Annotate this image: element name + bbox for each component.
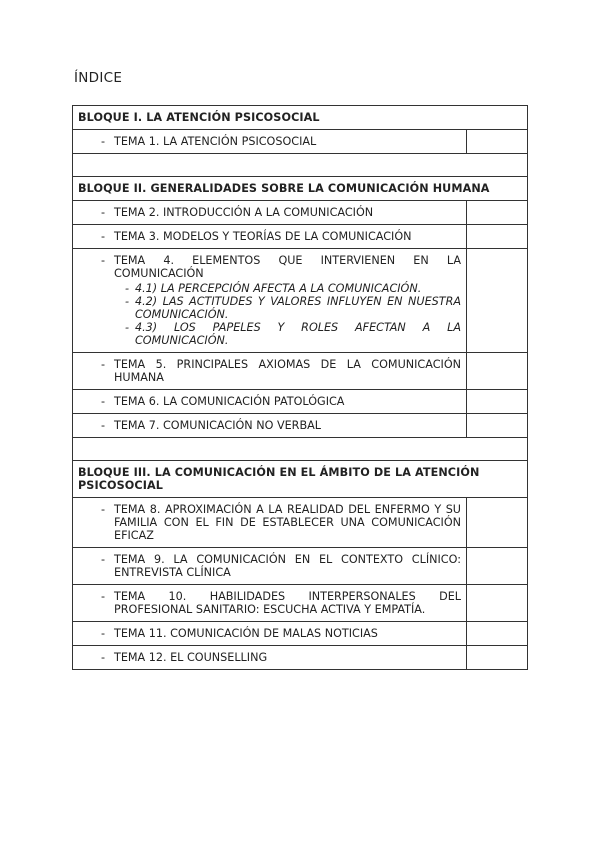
topic-cell xyxy=(73,225,467,249)
list-dash: - xyxy=(100,206,105,219)
spacer-row xyxy=(73,438,528,461)
subtopic-item xyxy=(73,282,461,295)
page-number-cell xyxy=(467,130,528,154)
list-dash: - xyxy=(100,627,105,640)
topic-title: TEMA 1. LA ATENCIÓN PSICOSOCIAL xyxy=(114,135,317,148)
subtopic-item xyxy=(73,321,461,347)
subtopic-title: 4.3) LOS PAPELES Y ROLES AFECTAN A LA COMUNICACIÓN. xyxy=(135,321,461,347)
topic-cell xyxy=(73,585,467,622)
spacer-row xyxy=(73,154,528,177)
page-title: ÍNDICE xyxy=(74,70,123,86)
topic-cell xyxy=(73,622,467,646)
list-dash: - xyxy=(100,503,105,516)
topic-title: TEMA 2. INTRODUCCIÓN A LA COMUNICACIÓN xyxy=(114,206,374,219)
spacer-cell xyxy=(73,438,528,461)
topic-title: TEMA 8. APROXIMACIÓN A LA REALIDAD DEL ENFERMO Y SU FAMILIA CON EL FIN DE ESTABLECER UNA COMUNICACIÓN EFICAZ xyxy=(114,503,461,542)
list-dash: - xyxy=(100,651,105,664)
list-dash: - xyxy=(100,358,105,371)
topic-cell xyxy=(73,498,467,548)
topic-row xyxy=(73,622,528,646)
list-dash: - xyxy=(100,230,105,243)
page-number-cell xyxy=(467,622,528,646)
topic-row xyxy=(73,353,528,390)
list-dash: - xyxy=(124,295,129,308)
topic-cell xyxy=(73,130,467,154)
topic-title: TEMA 12. EL COUNSELLING xyxy=(114,651,268,664)
list-dash: - xyxy=(124,282,129,295)
topic-row xyxy=(73,201,528,225)
index-table-body xyxy=(73,106,528,670)
page-number-cell xyxy=(467,201,528,225)
page-number-cell xyxy=(467,646,528,670)
topic-title: TEMA 4. ELEMENTOS QUE INTERVIENEN EN LA COMUNICACIÓN xyxy=(114,254,461,280)
list-dash: - xyxy=(100,254,105,267)
list-dash: - xyxy=(100,553,105,566)
list-dash: - xyxy=(100,590,105,603)
topic-row xyxy=(73,414,528,438)
block-heading: BLOQUE I. LA ATENCIÓN PSICOSOCIAL xyxy=(73,106,528,130)
spacer-cell xyxy=(73,154,528,177)
topic-title: TEMA 5. PRINCIPALES AXIOMAS DE LA COMUNICACIÓN HUMANA xyxy=(114,358,461,384)
list-dash: - xyxy=(100,135,105,148)
list-dash: - xyxy=(124,321,129,334)
topic-title: TEMA 7. COMUNICACIÓN NO VERBAL xyxy=(114,419,322,432)
block-heading: BLOQUE III. LA COMUNICACIÓN EN EL ÁMBITO DE LA ATENCIÓN PSICOSOCIAL xyxy=(73,461,528,498)
topic-row xyxy=(73,548,528,585)
topic-cell xyxy=(73,353,467,390)
topic-cell xyxy=(73,249,467,353)
block-row xyxy=(73,177,528,201)
topic-row xyxy=(73,585,528,622)
block-heading: BLOQUE II. GENERALIDADES SOBRE LA COMUNICACIÓN HUMANA xyxy=(73,177,528,201)
list-dash: - xyxy=(100,395,105,408)
list-dash: - xyxy=(100,419,105,432)
page-number-cell xyxy=(467,548,528,585)
subtopic-item xyxy=(73,295,461,321)
topic-cell xyxy=(73,201,467,225)
page-number-cell xyxy=(467,353,528,390)
page-number-cell xyxy=(467,414,528,438)
subtopic-title: 4.1) LA PERCEPCIÓN AFECTA A LA COMUNICACIÓN. xyxy=(135,282,422,295)
topic-cell xyxy=(73,548,467,585)
block-row xyxy=(73,461,528,498)
page-number-cell xyxy=(467,585,528,622)
subtopic-list xyxy=(73,282,461,347)
topic-row xyxy=(73,130,528,154)
topic-row xyxy=(73,390,528,414)
topic-title: TEMA 3. MODELOS Y TEORÍAS DE LA COMUNICACIÓN xyxy=(114,230,412,243)
topic-cell xyxy=(73,390,467,414)
topic-cell xyxy=(73,646,467,670)
page-number-cell xyxy=(467,498,528,548)
page-number-cell xyxy=(467,390,528,414)
topic-row xyxy=(73,249,528,353)
topic-row xyxy=(73,225,528,249)
block-row xyxy=(73,106,528,130)
topic-cell xyxy=(73,414,467,438)
topic-title: TEMA 9. LA COMUNICACIÓN EN EL CONTEXTO CLÍNICO: ENTREVISTA CLÍNICA xyxy=(114,553,461,579)
topic-title: TEMA 6. LA COMUNICACIÓN PATOLÓGICA xyxy=(114,395,345,408)
subtopic-title: 4.2) LAS ACTITUDES Y VALORES INFLUYEN EN NUESTRA COMUNICACIÓN. xyxy=(135,295,461,321)
topic-row xyxy=(73,498,528,548)
topic-row xyxy=(73,646,528,670)
page-number-cell xyxy=(467,225,528,249)
page-number-cell xyxy=(467,249,528,353)
topic-title: TEMA 10. HABILIDADES INTERPERSONALES DEL PROFESIONAL SANITARIO: ESCUCHA ACTIVA Y EMPATÍA. xyxy=(114,590,461,616)
index-table xyxy=(72,105,528,670)
topic-title: TEMA 11. COMUNICACIÓN DE MALAS NOTICIAS xyxy=(114,627,378,640)
